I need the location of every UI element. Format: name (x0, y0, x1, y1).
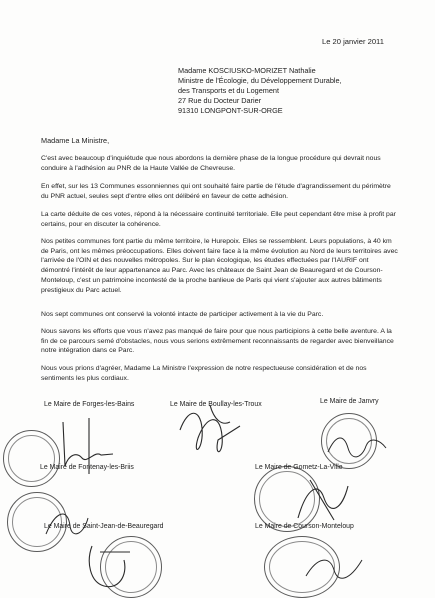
paragraph (41, 327, 398, 356)
official-stamp (3, 430, 60, 487)
letter-date: Le 20 janvier 2011 (322, 37, 384, 46)
paragraph-text: Nous savons les efforts que vous n'avez pas manqué de faire pour que nous participions à cette belle aventure. A la fin de ce parcours semé d'obstacles, nous vous serions extrêmement reconnaissants de regarder avec bienveillance notre intégration dans ce Parc. (41, 328, 394, 355)
mayor-signature-label: Le Maire de Forges-les-Bains (44, 401, 135, 408)
mayor-signature-label: Le Maire de Gometz-La-Ville (255, 464, 343, 471)
paragraph (41, 182, 398, 201)
recipient-address (178, 66, 342, 116)
paragraph-text: C'est avec beaucoup d'inquiétude que nous abordons la dernière phase de la longue procédure qui devrait nous conduire à l'adhésion au PNR de la Haute Vallée de Chevreuse. (41, 155, 381, 172)
mayor-signature-label: Le Maire de Fontenay-les-Briis (40, 464, 134, 471)
mayor-signature-label: Le Maire de Saint-Jean-de-Beauregard (44, 523, 164, 530)
handwritten-signature (300, 548, 370, 588)
recipient-street: 27 Rue du Docteur Darier (178, 96, 262, 106)
salutation: Madame La Ministre, (41, 136, 110, 145)
paragraph (41, 237, 398, 295)
mayor-signature-label: Le Maire de Boullay-les-Troux (170, 401, 262, 408)
paragraph-text: La carte déduite de ces votes, répond à la nécessaire continuité territoriale. Elle peut cependant être mise à profit par certains, pour en discuter la cohérence. (41, 211, 396, 228)
paragraph (41, 210, 398, 229)
recipient-city: 91310 LONGPONT-SUR-ORGE (178, 106, 283, 116)
handwritten-signature (55, 414, 135, 484)
paragraph (41, 154, 398, 173)
paragraph-text: Nos petites communes font partie du même territoire, le Hurepoix. Elles se ressemblent. Leurs populations, à 40 km de Paris, ont les mêmes préoccupations. Elles doivent faire face à la même évolution au Nord de leurs territoires avec l'arrivée de l'OIN et des nouvelles métropoles. Sur le plan écologique, les études effectuées par l'IAURIF ont démontré l'intérêt de leur appartenance au Parc. Avec les châteaux de Saint Jean de Beauregard et de Courson-Monteloup, c'est un patrimoine incontesté de la proche banlieue de Paris qui vient s'ajouter aux autres bâtiments prestigieux du Parc actuel. (41, 238, 398, 294)
recipient-title-line-1: Ministre de l'Écologie, du Développement Durable, (178, 76, 342, 86)
handwritten-signature (170, 400, 260, 470)
handwritten-signature (82, 540, 142, 595)
paragraph-text: En effet, sur les 13 Communes essonniennes qui ont souhaité faire partie de l'étude d'agrandissement du périmètre du PNR actuel, seules sept d'entre elles ont délibéré en faveur de cette adhésion. (41, 183, 391, 200)
mayor-signature-label: Le Maire de Courson-Monteloup (255, 523, 354, 530)
paragraph (41, 364, 398, 383)
handwritten-signature (290, 470, 360, 530)
paragraph-text: Nous vous prions d'agréer, Madame La Ministre l'expression de notre respectueuse considération et de nos sentiments les plus cordiaux. (41, 365, 367, 382)
paragraph-text: Nos sept communes ont conservé la volonté intacte de participer activement à la vie du Parc. (41, 311, 324, 318)
recipient-name: Madame KOSCIUSKO-MORIZET Nathalie (178, 66, 316, 75)
handwritten-signature (322, 428, 392, 468)
mayor-signature-label: Le Maire de Janvry (320, 398, 379, 405)
recipient-title-line-2: des Transports et du Logement (178, 86, 280, 96)
paragraph (41, 310, 398, 320)
